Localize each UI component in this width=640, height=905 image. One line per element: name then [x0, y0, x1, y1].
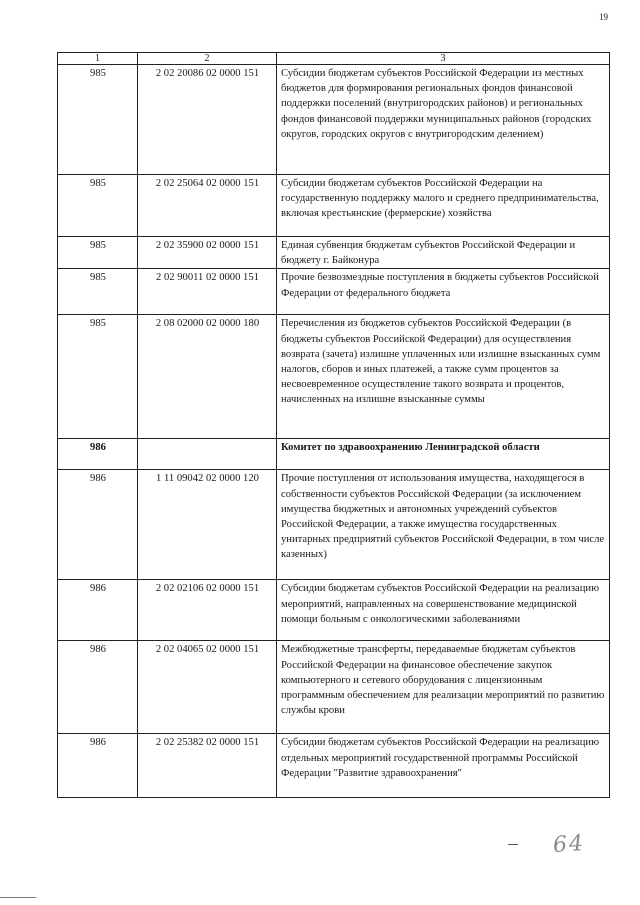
budget-code-cell: 2 08 02000 02 0000 180 — [138, 315, 277, 439]
table-row — [58, 269, 610, 315]
description-cell: Прочие безвозмездные поступления в бюджеты субъектов Российской Федерации от федерального бюджета — [277, 269, 610, 315]
admin-code-cell: 986 — [58, 641, 138, 734]
table-row — [58, 641, 610, 734]
description-cell: Прочие поступления от использования имущества, находящегося в собственности субъектов Российской Федерации (за исключением имущества бюджетных и автономных учреждений субъектов Российской Федерации, а также имущества государственных унитарных предприятий субъектов Российской Федерации, в том числе казенных) — [277, 470, 610, 580]
description-cell: Комитет по здравоохранению Ленинградской области — [277, 439, 610, 470]
budget-code-cell: 2 02 02106 02 0000 151 — [138, 580, 277, 641]
description-cell: Межбюджетные трансферты, передаваемые бюджетам субъектов Российской Федерации на финансовое обеспечение закупок компьютерного и сетевого оборудования с лицензионным программным обеспечением для реализации мероприятий по развитию службы крови — [277, 641, 610, 734]
table-row — [58, 175, 610, 237]
budget-code-cell: 2 02 35900 02 0000 151 — [138, 237, 277, 269]
budget-code-cell: 2 02 04065 02 0000 151 — [138, 641, 277, 734]
budget-code-cell — [138, 439, 277, 470]
admin-code-cell: 985 — [58, 269, 138, 315]
budget-classification-table — [57, 52, 610, 798]
table-body — [58, 65, 610, 798]
scan-edge-mark — [0, 897, 36, 898]
admin-code-cell: 986 — [58, 470, 138, 580]
description-cell: Субсидии бюджетам субъектов Российской Федерации из местных бюджетов для формирования региональных фондов финансовой поддержки поселений (внутригородских районов) и региональных фондов финансовой поддержки муниципальных районов (городских округов, городских округов с внутригородским делением) — [277, 65, 610, 175]
admin-code-cell: 985 — [58, 175, 138, 237]
table-row — [58, 237, 610, 269]
description-cell: Субсидии бюджетам субъектов Российской Федерации на реализацию отдельных мероприятий государственной программы Российской Федерации "Развитие здравоохранения" — [277, 734, 610, 798]
admin-code-cell: 986 — [58, 580, 138, 641]
table-row — [58, 734, 610, 798]
admin-code-cell: 985 — [58, 65, 138, 175]
column-header-1: 1 — [58, 53, 138, 65]
table-row — [58, 65, 610, 175]
budget-code-cell: 2 02 25382 02 0000 151 — [138, 734, 277, 798]
table-row — [58, 315, 610, 439]
description-cell: Субсидии бюджетам субъектов Российской Федерации на реализацию мероприятий, направленных на совершенствование медицинской помощи больным с онкологическими заболеваниями — [277, 580, 610, 641]
budget-code-cell: 1 11 09042 02 0000 120 — [138, 470, 277, 580]
admin-code-cell: 986 — [58, 734, 138, 798]
description-cell: Перечисления из бюджетов субъектов Российской Федерации (в бюджеты субъектов Российской Федерации) для осуществления возврата (зачета) излишне уплаченных или излишне взысканных сумм налогов, сборов и иных платежей, а также сумм процентов за несвоевременное осуществление такого возврата и процентов, начисленных на излишне взысканные суммы — [277, 315, 610, 439]
budget-code-cell: 2 02 25064 02 0000 151 — [138, 175, 277, 237]
column-header-3: 3 — [277, 53, 610, 65]
handwritten-page-number: 64 — [552, 830, 586, 859]
budget-code-cell: 2 02 90011 02 0000 151 — [138, 269, 277, 315]
margin-dash-mark — [508, 844, 518, 845]
description-cell: Единая субвенция бюджетам субъектов Российской Федерации и бюджету г. Байконура — [277, 237, 610, 269]
description-cell: Субсидии бюджетам субъектов Российской Федерации на государственную поддержку малого и среднего предпринимательства, включая крестьянские (фермерские) хозяйства — [277, 175, 610, 237]
header-row — [58, 53, 610, 65]
admin-code-cell: 985 — [58, 315, 138, 439]
admin-code-cell: 986 — [58, 439, 138, 470]
table-row — [58, 580, 610, 641]
table-row — [58, 470, 610, 580]
page-number: 19 — [599, 12, 608, 22]
column-header-2: 2 — [138, 53, 277, 65]
budget-code-cell: 2 02 20086 02 0000 151 — [138, 65, 277, 175]
table-row — [58, 439, 610, 470]
admin-code-cell: 985 — [58, 237, 138, 269]
